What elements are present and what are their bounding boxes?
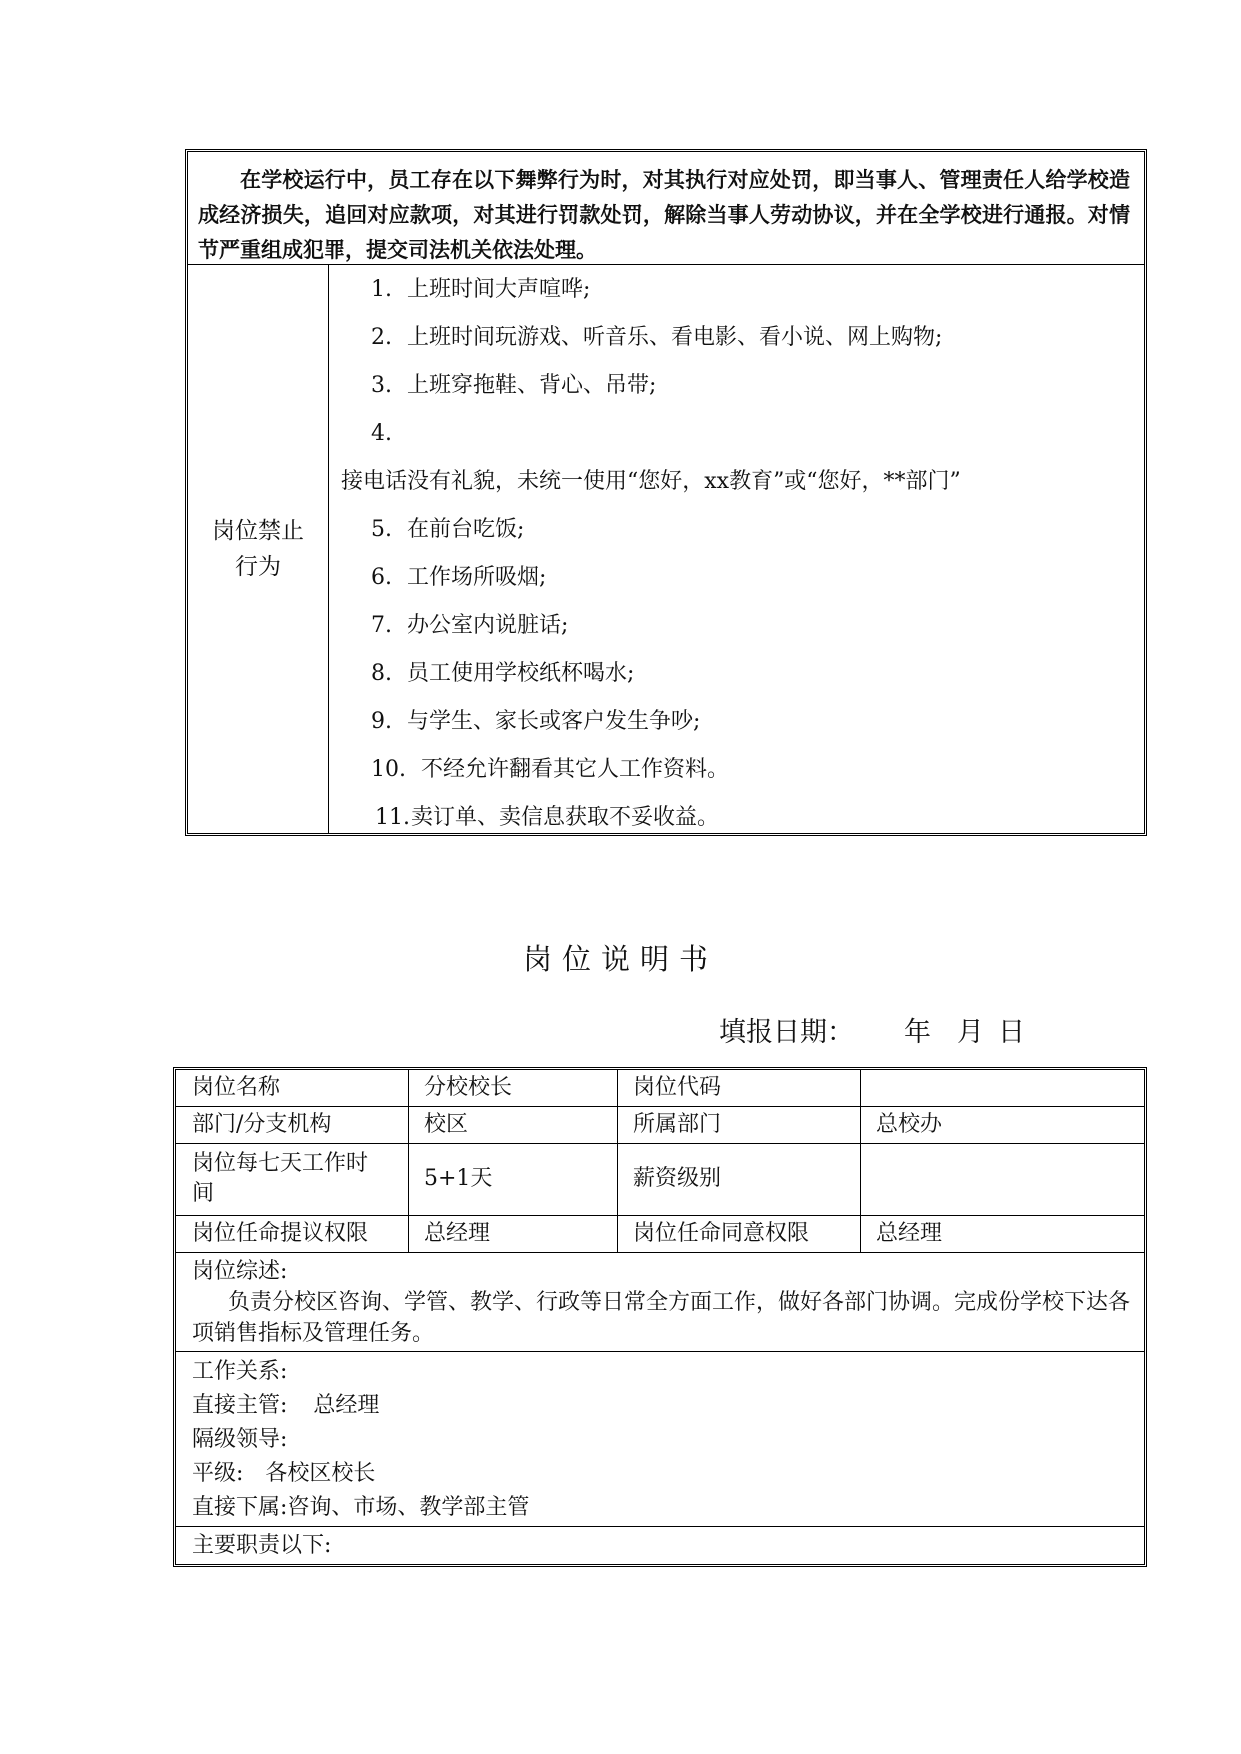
table-cell: 总经理 [424,1220,491,1246]
skip-level-row: 隔级领导: [192,1427,288,1452]
table-cell: 总经理 [876,1220,943,1246]
prohibited-behavior-table [185,149,1147,836]
summary-section [176,1256,1144,1349]
list-item: 6. 工作场所吸烟; [371,565,547,590]
fill-date-label: 填报日期： [719,1017,854,1048]
table-cell: 部门/分支机构 [192,1111,332,1137]
row-divider [176,1526,1144,1527]
table-cell [860,1143,1144,1215]
row-divider [176,1351,1144,1352]
table-cell: 5+1天 [424,1166,493,1191]
fill-date-line [719,1010,1025,1049]
table-cell [860,1070,1144,1106]
list-item: 8. 员工使用学校纸杯喝水; [371,661,635,686]
list-item: 5. 在前台吃饭; [371,517,525,542]
peer-row: 平级: 各校区校长 [192,1461,376,1486]
table-cell: 岗位任命提议权限 [192,1220,369,1246]
list-item: 3. 上班穿拖鞋、背心、吊带; [371,373,657,398]
table-cell: 薪资级别 [633,1166,722,1191]
subordinates-row: 直接下属:咨询、市场、教学部主管 [192,1495,530,1520]
work-relations-label: 工作关系: [192,1359,288,1384]
list-item: 1. 上班时间大声喧哗; [371,277,591,302]
table-cell: 岗位代码 [633,1075,722,1100]
list-item: 11.卖订单、卖信息获取不妥收益。 [375,805,720,830]
subordinates-value: 咨询、市场、教学部主管 [287,1495,530,1520]
document-title: 岗位说明书 [522,942,718,976]
table-cell: 分校校长 [424,1075,513,1100]
table-cell: 所属部门 [633,1111,722,1137]
month-label: 月 [957,1017,984,1048]
summary-text: 负责分校区咨询、学管、教学、行政等日常全方面工作，做好各部门协调。完成份学校下达各项销售指标及管理任务。 [192,1290,1131,1346]
table-cell: 岗位名称 [192,1075,281,1100]
table-cell: 岗位每七天工作时间 [192,1151,369,1206]
list-item: 4. [371,421,392,446]
prohibited-behavior-label-cell [188,265,329,833]
table-cell: 总校办 [876,1111,943,1137]
direct-supervisor-value: 总经理 [313,1393,380,1418]
list-item: 10. 不经允许翻看其它人工作资料。 [371,757,730,782]
prohibited-behavior-list [329,265,1144,833]
peer-value: 各校区校长 [265,1461,376,1486]
list-item: 2. 上班时间玩游戏、听音乐、看电影、看小说、网上购物; [371,325,943,350]
intro-paragraph: 在学校运行中，员工存在以下舞弊行为时，对其执行对应处罚，即当事人、管理责任人给学校造成经济损失，追回对应款项，对其进行罚款处罚，解除当事人劳动协议，并在全学校进行通报。对情节严重组成犯罪，提交司法机关依法处理。 [188,152,1144,265]
day-label: 日 [998,1017,1025,1048]
direct-supervisor-row: 直接主管: 总经理 [192,1393,380,1418]
main-duties-label: 主要职责以下: [192,1533,332,1558]
summary-label: 岗位综述: [192,1259,288,1284]
year-label: 年 [904,1017,931,1048]
list-item: 9. 与学生、家长或客户发生争吵; [371,709,701,734]
list-item: 7. 办公室内说脏话; [371,613,569,638]
list-item: 接电话没有礼貌，未统一使用“您好，xx教育”或“您好，**部门” [341,469,961,494]
table-cell: 校区 [424,1111,469,1137]
work-relations-section [176,1355,1144,1525]
prohibited-behavior-label: 岗位禁止行为 [212,518,304,580]
job-description-table [173,1067,1147,1567]
table-cell: 岗位任命同意权限 [633,1220,810,1246]
row-divider [176,1252,1144,1253]
